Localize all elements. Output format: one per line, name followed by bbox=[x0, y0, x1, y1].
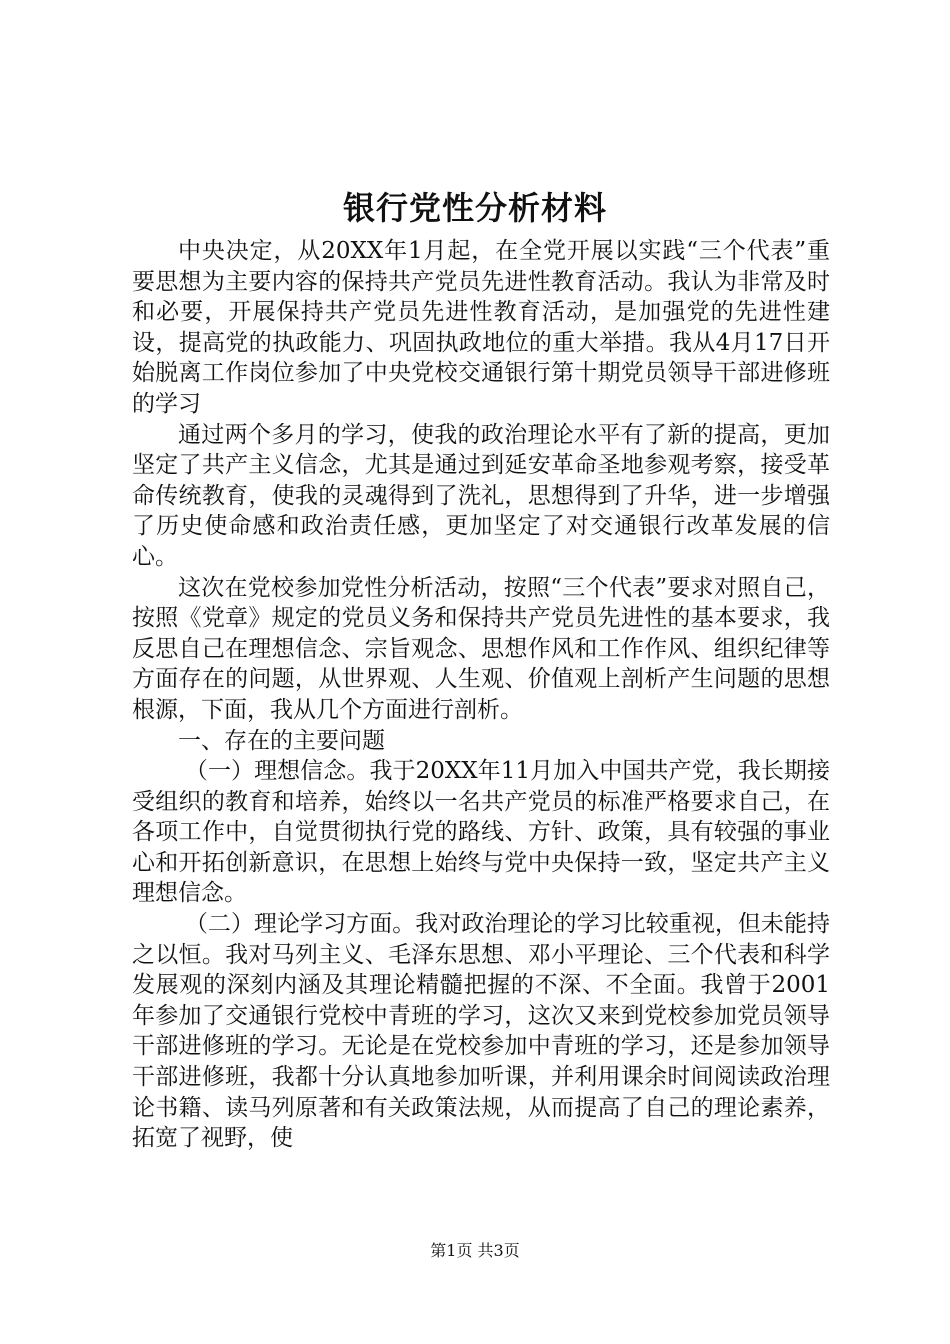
paragraph-intro: 中央决定，从20XX年1月起，在全党开展以实践“三个代表”重要思想为主要内容的保持共产党员先进性教育活动。我认为非常及时和必要，开展保持共产党员先进性教育活动，是加强党的先进性建设，提高党的执政能力、巩固执政地位的重大举措。我从4月17日开始脱离工作岗位参加了中央党校交通银行第十期党员领导干部进修班的学习 bbox=[132, 238, 830, 417]
section-heading-problems: 一、存在的主要问题 bbox=[178, 727, 385, 754]
document-body bbox=[132, 236, 830, 1154]
document-title: 银行党性分析材料 bbox=[342, 189, 607, 227]
paragraph-analysis: 这次在党校参加党性分析活动，按照“三个代表”要求对照自己，按照《党章》规定的党员义务和保持共产党员先进性的基本要求，我反思自己在理想信念、宗旨观念、思想作风和工作作风、组织纪律等方面存在的问题，从世界观、人生观、价值观上剖析产生问题的思想根源，下面，我从几个方面进行剖析。 bbox=[132, 574, 830, 723]
paragraph-study: 通过两个多月的学习，使我的政治理论水平有了新的提高，更加坚定了共产主义信念，尤其是通过到延安革命圣地参观考察，接受革命传统教育，使我的灵魂得到了洗礼，思想得到了升华，进一步增强了历史使命感和政治责任感，更加坚定了对交通银行改革发展的信心。 bbox=[132, 421, 830, 570]
paragraph-theory-study: （二）理论学习方面。我对政治理论的学习比较重视，但未能持之以恒。我对马列主义、毛泽东思想、邓小平理论、三个代表和科学发展观的深刻内涵及其理论精髓把握的不深、不全面。我曾于2001年参加了交通银行党校中青班的学习，这次又来到党校参加党员领导干部进修班的学习。无论是在党校参加中青班的学习，还是参加领导干部进修班，我都十分认真地参加听课，并利用课余时间阅读政治理论书籍、读马列原著和有关政策法规，从而提高了自己的理论素养，拓宽了视野，使 bbox=[132, 911, 830, 1152]
page-footer: 第1页 共3页 bbox=[430, 1241, 520, 1260]
paragraph-ideals: （一）理想信念。我于20XX年11月加入中国共产党，我长期接受组织的教育和培养，始终以一名共产党员的标准严格要求自己，在各项工作中，自觉贯彻执行党的路线、方针、政策，具有较强的事业心和开拓创新意识，在思想上始终与党中央保持一致，坚定共产主义理想信念。 bbox=[132, 758, 830, 907]
